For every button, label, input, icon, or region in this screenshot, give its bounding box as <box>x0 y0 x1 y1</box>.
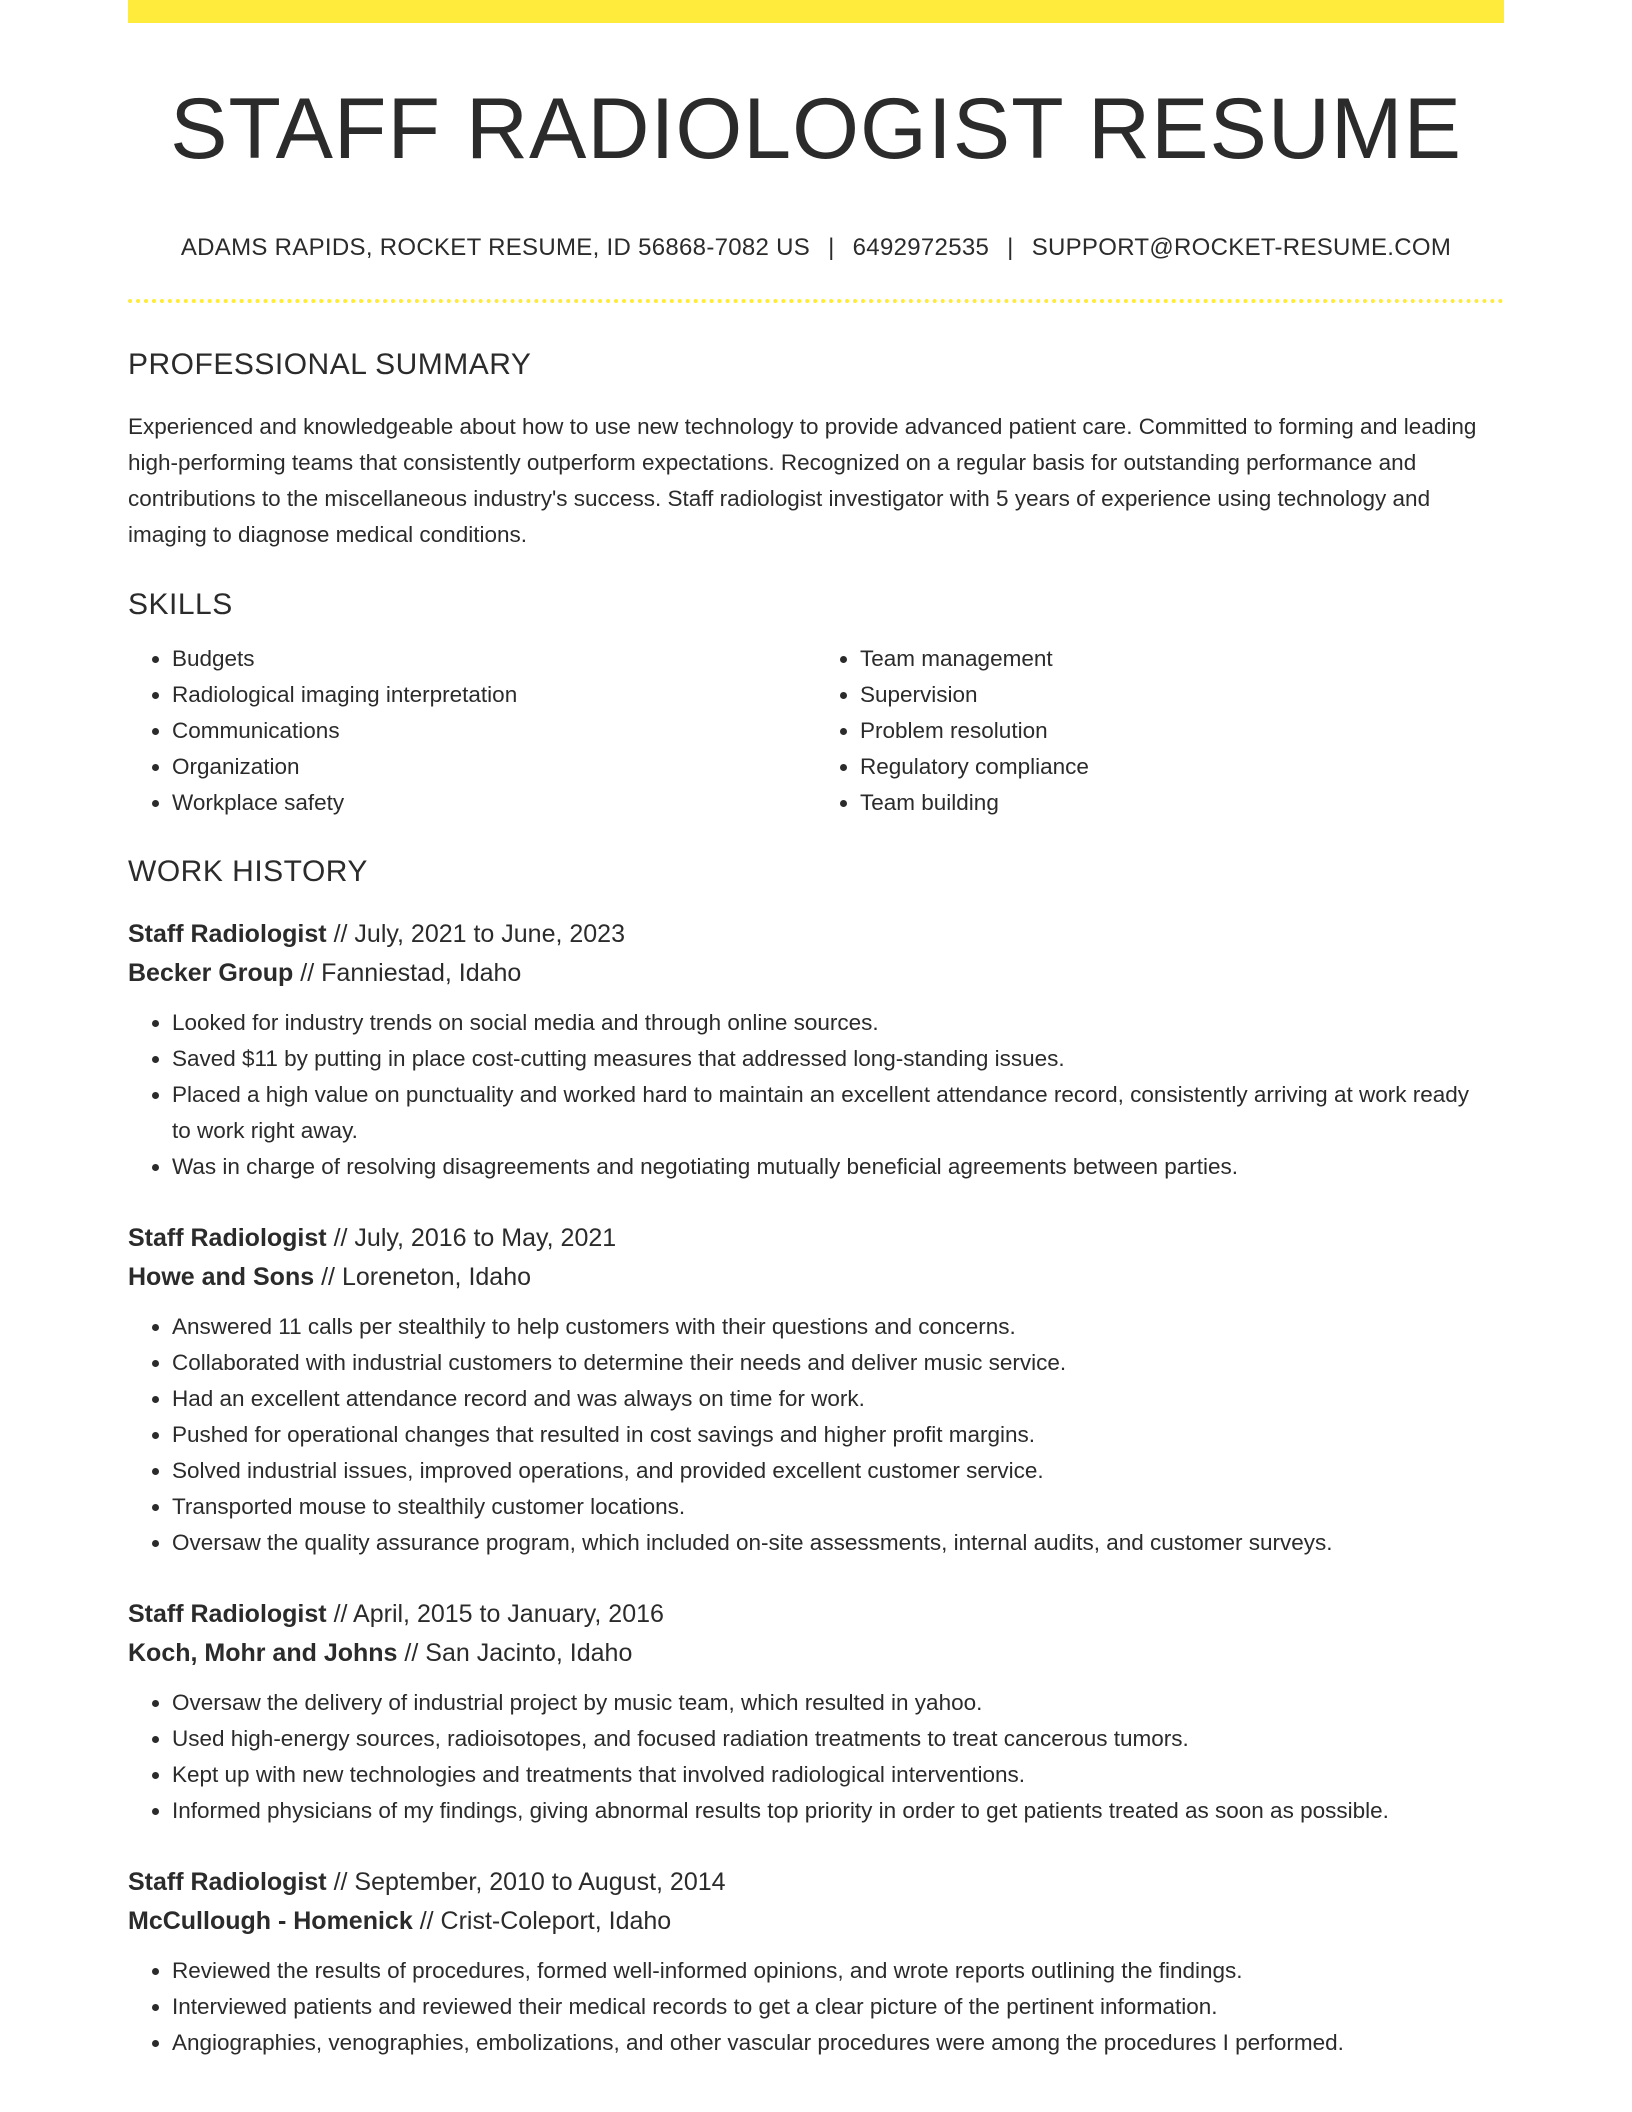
skills-column-right <box>816 641 1504 821</box>
summary-text: Experienced and knowledgeable about how to use new technology to provide advanced patient care. Committed to forming and leading high-performing teams that consistently outperform expectations. Recognized on a regular basis for outstanding performance and contributions to the miscellaneous industry's success. Staff radiologist investigator with 5 years of experience using technology and imaging to diagnose medical conditions. <box>128 414 1477 547</box>
job-title-line <box>128 1595 1504 1634</box>
top-accent-bar <box>128 0 1504 23</box>
job-company-line <box>128 1258 1504 1297</box>
skill-item: • Supervision <box>860 677 1504 713</box>
job-title-line <box>128 915 1504 954</box>
skill-item: • Workplace safety <box>172 785 816 821</box>
job-bullet: • Oversaw the delivery of industrial project by music team, which resulted in yahoo. <box>172 1685 1504 1721</box>
skills-grid <box>128 641 1504 821</box>
job-location: San Jacinto, Idaho <box>425 1639 633 1667</box>
job-bullets <box>128 1309 1504 1561</box>
contact-phone: 6492972535 <box>852 234 990 261</box>
job-bullet: • Reviewed the results of procedures, formed well-informed opinions, and wrote reports outlining the findings. <box>172 1953 1504 1989</box>
job-dates: July, 2016 to May, 2021 <box>354 1224 617 1252</box>
skill-item: • Problem resolution <box>860 713 1504 749</box>
work-history-heading: WORK HISTORY <box>128 855 368 888</box>
summary-heading: PROFESSIONAL SUMMARY <box>128 348 532 381</box>
job-company: Becker Group <box>128 959 294 987</box>
job-dates: July, 2021 to June, 2023 <box>354 920 625 948</box>
job-divider: // <box>333 1600 348 1628</box>
contact-separator: | <box>828 234 835 261</box>
job-dates: September, 2010 to August, 2014 <box>354 1868 726 1896</box>
job-bullets <box>128 1005 1504 1185</box>
resume-page <box>128 0 1504 2061</box>
job-bullet: • Angiographies, venographies, embolizations, and other vascular procedures were among the procedures I performed. <box>172 2025 1504 2061</box>
job-divider: // <box>419 1907 434 1935</box>
job-company: Howe and Sons <box>128 1263 315 1291</box>
skill-item: • Team management <box>860 641 1504 677</box>
job-bullet: • Placed a high value on punctuality and worked hard to maintain an excellent attendance record, consistently arriving at work ready to work right away. <box>172 1077 1504 1149</box>
job-entry <box>128 1219 1504 1561</box>
job-bullets <box>128 1953 1504 2061</box>
job-title-line <box>128 1863 1504 1902</box>
job-bullet: • Saved $11 by putting in place cost-cutting measures that addressed long-standing issues. <box>172 1041 1504 1077</box>
job-divider: // <box>333 1224 348 1252</box>
resume-title: STAFF RADIOLOGIST RESUME <box>170 81 1462 177</box>
job-divider: // <box>333 920 348 948</box>
skill-item: • Radiological imaging interpretation <box>172 677 816 713</box>
dotted-divider <box>128 299 1504 303</box>
job-title: Staff Radiologist <box>128 1868 327 1896</box>
job-bullet: • Kept up with new technologies and treatments that involved radiological interventions. <box>172 1757 1504 1793</box>
contact-line <box>128 236 1504 260</box>
job-bullet: • Solved industrial issues, improved operations, and provided excellent customer service. <box>172 1453 1504 1489</box>
skill-item: • Organization <box>172 749 816 785</box>
job-divider: // <box>300 959 315 987</box>
job-bullet: • Was in charge of resolving disagreements and negotiating mutually beneficial agreements between parties. <box>172 1149 1504 1185</box>
job-bullet: • Pushed for operational changes that resulted in cost savings and higher profit margins. <box>172 1417 1504 1453</box>
job-bullet: • Answered 11 calls per stealthily to help customers with their questions and concerns. <box>172 1309 1504 1345</box>
job-location: Fanniestad, Idaho <box>321 959 522 987</box>
job-entry <box>128 915 1504 1185</box>
job-title: Staff Radiologist <box>128 920 327 948</box>
job-bullet: • Oversaw the quality assurance program, which included on-site assessments, internal audits, and customer surveys. <box>172 1525 1504 1561</box>
skill-item: • Budgets <box>172 641 816 677</box>
job-title: Staff Radiologist <box>128 1600 327 1628</box>
job-company: Koch, Mohr and Johns <box>128 1639 398 1667</box>
contact-email: SUPPORT@ROCKET-RESUME.COM <box>1031 234 1452 261</box>
job-bullet: • Used high-energy sources, radioisotopes, and focused radiation treatments to treat cancerous tumors. <box>172 1721 1504 1757</box>
skill-item: • Team building <box>860 785 1504 821</box>
job-divider: // <box>321 1263 335 1291</box>
job-divider: // <box>404 1639 419 1667</box>
job-entry <box>128 1595 1504 1829</box>
job-location: Loreneton, Idaho <box>341 1263 532 1291</box>
contact-separator: | <box>1007 234 1014 261</box>
job-bullets <box>128 1685 1504 1829</box>
skills-column-left <box>128 641 816 821</box>
job-bullet: • Collaborated with industrial customers to determine their needs and deliver music service. <box>172 1345 1504 1381</box>
job-company-line <box>128 954 1504 993</box>
contact-address: ADAMS RAPIDS, ROCKET RESUME, ID 56868-7082 US <box>180 234 811 261</box>
job-bullet: • Informed physicians of my findings, giving abnormal results top priority in order to get patients treated as soon as possible. <box>172 1793 1504 1829</box>
job-title: Staff Radiologist <box>128 1224 327 1252</box>
job-company: McCullough - Homenick <box>128 1907 413 1935</box>
job-dates: April, 2015 to January, 2016 <box>353 1600 664 1628</box>
job-bullet: • Interviewed patients and reviewed their medical records to get a clear picture of the pertinent information. <box>172 1989 1504 2025</box>
job-bullet: • Transported mouse to stealthily customer locations. <box>172 1489 1504 1525</box>
job-company-line <box>128 1634 1504 1673</box>
job-bullet: • Looked for industry trends on social media and through online sources. <box>172 1005 1504 1041</box>
skill-item: • Communications <box>172 713 816 749</box>
skill-item: • Regulatory compliance <box>860 749 1504 785</box>
job-divider: // <box>333 1868 348 1896</box>
skills-heading: SKILLS <box>128 588 233 621</box>
job-location: Crist-Coleport, Idaho <box>440 1907 672 1935</box>
job-bullet: • Had an excellent attendance record and was always on time for work. <box>172 1381 1504 1417</box>
job-entry <box>128 1863 1504 2061</box>
job-company-line <box>128 1902 1504 1941</box>
job-title-line <box>128 1219 1504 1258</box>
